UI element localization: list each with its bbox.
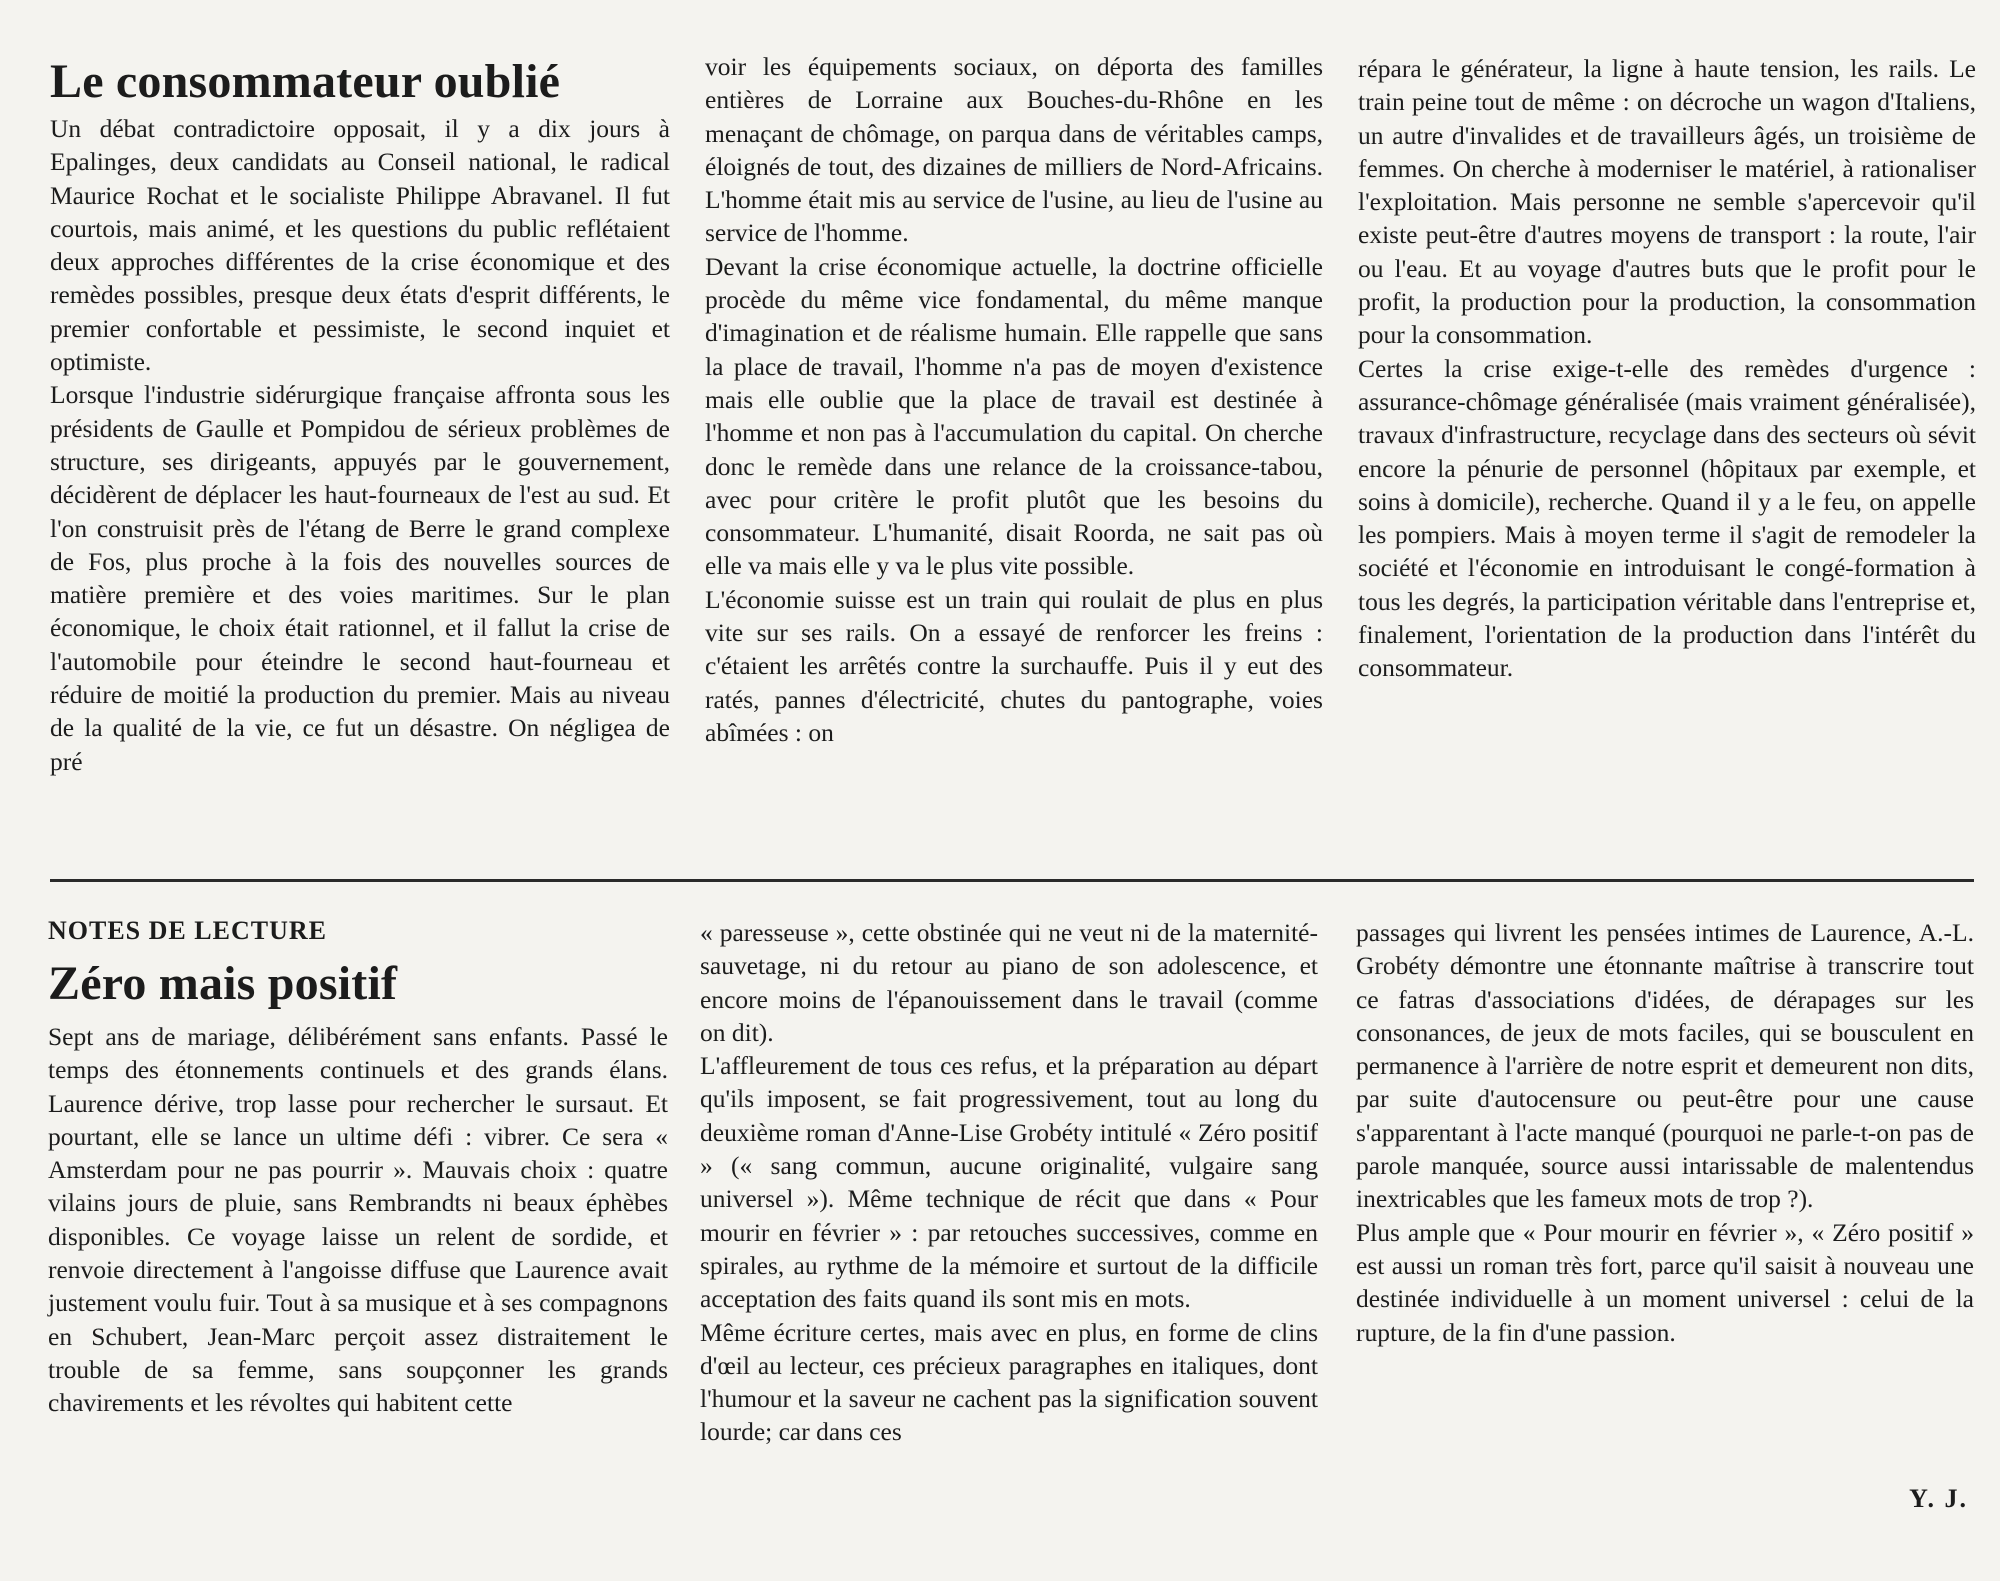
paragraph: Un débat contradictoire opposait, il y a dix jours à Epalinges, deux candidats au Conseil national, le radical Maurice Rochat et le socialiste Philippe Abravanel. Il fut courtois, mais animé, et les questions du public reflétaient deux approches différentes de la crise économique et des remèdes possibles, presque deux états d'esprit différents, le premier confortable et pessimiste, le second inquiet et optimiste. — [50, 114, 670, 377]
author-signature: Y. J. — [1909, 1484, 1968, 1513]
paragraph: « paresseuse », cette obstinée qui ne veut ni de la maternité-sauvetage, ni du retour au piano de son adolescence, et encore moins de l'épanouissement dans le travail (comme on dit). — [700, 918, 1318, 1047]
article1-title: Le consommateur oublié — [50, 55, 561, 108]
paragraph: L'affleurement de tous ces refus, et la préparation au départ qu'ils imposent, se fait progressivement, tout au long du deuxième roman d'Anne-Lise Grobéty intitulé « Zéro positif » (« sang commun, aucune originalité, vulgaire sang universel »). Même technique de récit que dans « Pour mourir en février » : par retouches successives, comme en spirales, au rythme de la mémoire et surtout de la difficile acceptation des faits quand ils sont mis en mots. — [700, 1051, 1318, 1314]
paragraph: Même écriture certes, mais avec en plus, en forme de clins d'œil au lecteur, ces précieux paragraphes en italiques, dont l'humour et la saveur ne cachent pas la signification souvent lourde; car dans ces — [700, 1317, 1318, 1447]
paragraph: Plus ample que « Pour mourir en février », « Zéro positif » est aussi un roman très fort, parce qu'il saisit à nouveau une destinée individuelle à un moment universel : celui de la rupture, de la fin d'une passion. — [1356, 1217, 1974, 1347]
article2-col2 — [700, 916, 1318, 1449]
article2-col1 — [48, 914, 668, 1420]
section-divider — [50, 879, 1974, 882]
article1-col3 — [1358, 52, 1976, 685]
article2-col3 — [1356, 916, 1974, 1349]
section-kicker: NOTES DE LECTURE — [48, 916, 327, 945]
paragraph: Devant la crise économique actuelle, la doctrine officielle procède du même vice fondamental, du même manque d'imagination et de réalisme humain. Elle rappelle que sans la place de travail, l'homme n'a pas de moyen d'existence mais elle oublie que la place de travail est destinée à l'homme et non pas à l'accumulation du capital. On cherche donc le remède dans une relance de la croissance-tabou, avec pour critère le profit plutôt que les besoins du consommateur. L'humanité, disait Roorda, ne sait pas où elle va mais elle y va le plus vite possible. — [705, 251, 1323, 581]
paragraph: L'économie suisse est un train qui roulait de plus en plus vite sur ses rails. On a essayé de renforcer les freins : c'étaient les arrêtés contre la surchauffe. Puis il y eut des ratés, pannes d'électricité, chutes du pantographe, voies abîmées : on — [705, 584, 1323, 747]
article1-col2 — [705, 50, 1323, 749]
paragraph: voir les équipements sociaux, on déporta des familles entières de Lorraine aux Bouches-du-Rhône en les menaçant de chômage, on parqua dans de véritables camps, éloignés de tout, des dizaines de milliers de Nord-Africains. L'homme était mis au service de l'usine, au lieu de l'usine au service de l'homme. — [705, 52, 1323, 248]
article2-title: Zéro mais positif — [48, 957, 398, 1010]
paragraph: répara le générateur, la ligne à haute tension, les rails. Le train peine tout de même : on décroche un wagon d'Italiens, un autre d'invalides et de travailleurs âgés, un troisième de femmes. On cherche à moderniser le matériel, à rationaliser l'exploitation. Mais personne ne semble s'apercevoir qu'il existe peut-être d'autres moyens de transport : la route, l'air ou l'eau. Et au voyage d'autres buts que le profit pour le profit, la production pour la production, la consommation pour la consommation. — [1358, 54, 1976, 350]
paragraph: passages qui livrent les pensées intimes de Laurence, A.-L. Grobéty démontre une étonnante maîtrise à transcrire tout ce fatras d'associations d'idées, de dérapages sur les consonances, de jeux de mots faciles, qui se bousculent en permanence à l'arrière de notre esprit et demeurent non dits, par suite d'autocensure ou peut-être pour une cause s'apparentant à l'acte manqué (pourquoi ne parle-t-on pas de parole manquée, source aussi intarissable de malentendus inextricables que les fameux mots de trop ?). — [1356, 918, 1974, 1214]
article1-col1 — [50, 52, 670, 778]
paragraph: Certes la crise exige-t-elle des remèdes d'urgence : assurance-chômage généralisée (mais vraiment généralisée), travaux d'infrastructure, recyclage dans des secteurs où sévit encore la pénurie de personnel (hôpitaux par exemple, et soins à domicile), recherche. Quand il y a le feu, on appelle les pompiers. Mais à moyen terme il s'agit de remodeler la société et l'économie en introduisant le congé-formation à tous les degrés, la participation véritable dans l'entreprise et, finalement, l'orientation de la production dans l'intérêt du consommateur. — [1358, 353, 1976, 683]
paragraph: Sept ans de mariage, délibérément sans enfants. Passé le temps des étonnements continuels et des grands élans. Laurence dérive, trop lasse pour rechercher le sursaut. Et pourtant, elle se lance un ultime défi : vibrer. Ce sera « Amsterdam pour ne pas pourrir ». Mauvais choix : quatre vilains jours de pluie, sans Rembrandts ni beaux éphèbes disponibles. Ce voyage laisse un relent de sordide, et renvoie directement à l'angoisse diffuse que Laurence avait justement voulu fuir. Tout à sa musique et à ses compagnons en Schubert, Jean-Marc perçoit assez distraitement le trouble de sa femme, sans soupçonner les grands chavirements et les révoltes qui habitent cette — [48, 1022, 668, 1418]
paragraph: Lorsque l'industrie sidérurgique française affronta sous les présidents de Gaulle et Pompidou de sérieux problèmes de structure, ses dirigeants, appuyés par le gouvernement, décidèrent de déplacer les haut-fourneaux de l'est au sud. Et l'on construisit près de l'étang de Berre le grand complexe de Fos, plus proche à la fois des nouvelles sources de matière première et des voies maritimes. Sur le plan économique, le choix était rationnel, et il fallut la crise de l'automobile pour éteindre le second haut-fourneau et réduire de moitié la production du premier. Mais au niveau de la qualité de la vie, ce fut un désastre. On négligea de pré — [50, 380, 670, 776]
